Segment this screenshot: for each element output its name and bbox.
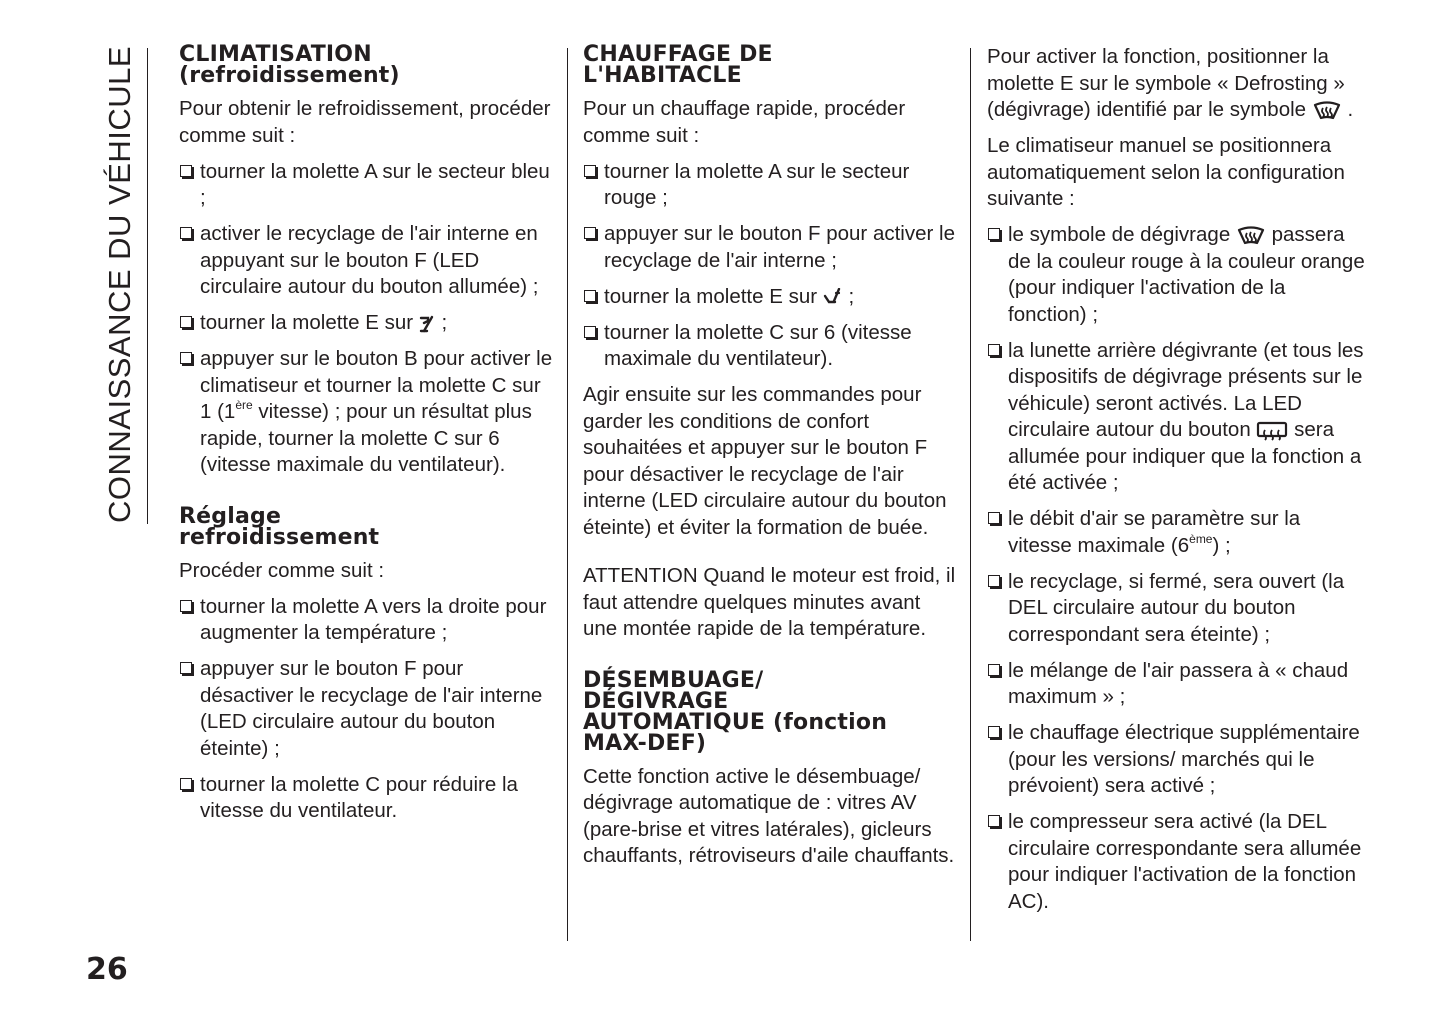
list-item: le compresseur sera activé (la DEL circulaire correspondante sera allumée pour indiquer l'activation de la fonction AC). (987, 809, 1365, 915)
bullet-list (987, 222, 1365, 915)
list-item (987, 338, 1365, 497)
list-item-text: ) ; (1212, 533, 1231, 557)
bullet-list (583, 159, 958, 373)
paragraph: Cette fonction active le désembuage/ dégivrage automatique de : vitres AV (pare-brise et vitres latérales), gicleurs chauffants, rétroviseurs d'aile chauffants. (583, 764, 955, 867)
list-item: tourner la molette C sur 6 (vitesse maximale du ventilateur). (583, 320, 958, 373)
list-item: appuyer sur le bouton F pour activer le recyclage de l'air interne ; (583, 221, 958, 274)
list-item-text: tourner la molette E sur (604, 284, 818, 308)
list-item-text: le symbole de dégivrage (1008, 223, 1231, 246)
list-item: tourner la molette C pour réduire la vitesse du ventilateur. (179, 772, 554, 825)
page-number: 26 (86, 952, 128, 987)
list-item: activer le recyclage de l'air interne en appuyant sur le bouton F (LED circulaire autour du bouton allumée) ; (179, 221, 554, 301)
list-item-text: la lunette arrière dégivrante (et tous les dispositifs de dégivrage présents sur le véhicule) seront activés. La LED circulaire autour du bouton (1008, 338, 1364, 441)
air-feet-icon (823, 288, 843, 306)
warning-paragraph: ATTENTION Quand le moteur est froid, il faut attendre quelques minutes avant une montée rapide de la température. (583, 564, 956, 640)
heading-line: AUTOMATIQUE (fonction (583, 709, 888, 735)
list-item-text: passera de la couleur rouge à la couleur orange (pour indiquer l'activation de la fonction) ; (1008, 223, 1365, 326)
list-item: tourner la molette A sur le secteur rouge ; (583, 159, 958, 212)
column-divider-2 (970, 48, 971, 941)
paragraph: Agir ensuite sur les commandes pour garder les conditions de confort souhaitées et appuyer sur le bouton F pour désactiver le recyclage de l'air interne (LED circulaire autour du bouton éteinte) et éviter la formation de buée. (583, 383, 947, 539)
heading-line: CHAUFFAGE DE (583, 42, 773, 67)
list-item-text: vitesse) ; pour un résultat plus rapide, tourner la molette C sur 6 (vitesse maximale du ventilateur). (200, 400, 532, 476)
column-divider-1 (567, 48, 568, 941)
heading-line: CLIMATISATION (179, 42, 372, 67)
list-item: le chauffage électrique supplémentaire (pour les versions/ marchés qui le prévoient) sera activé ; (987, 720, 1365, 800)
paragraph (987, 44, 1365, 124)
heading-chauffage (583, 44, 958, 86)
list-item: tourner la molette A vers la droite pour augmenter la température ; (179, 594, 554, 647)
list-item: tourner la molette A sur le secteur bleu ; (179, 159, 554, 212)
section-title-vertical: CONNAISSANCE DU VÉHICULE (102, 45, 137, 523)
heading-line: DÉSEMBUAGE/ (583, 667, 764, 693)
list-item (583, 284, 958, 311)
column-middle (583, 44, 958, 879)
list-item: appuyer sur le bouton F pour désactiver le recyclage de l'air interne (LED circulaire autour du bouton éteinte) ; (179, 656, 554, 762)
list-item (987, 222, 1365, 328)
paragraph-text: . (1341, 98, 1354, 121)
heading-climatisation (179, 44, 554, 86)
list-item-text: ; (435, 311, 448, 334)
heading-desembuage (583, 667, 958, 756)
list-item (987, 506, 1365, 559)
superscript: ère (235, 398, 253, 412)
windshield-defrost-icon (1236, 226, 1266, 246)
paragraph-text: Pour activer la fonction, positionner la molette E sur le symbole « Defrosting » (dégivrage) identifié par le symbole (987, 45, 1345, 121)
heading-reglage (179, 503, 554, 550)
bullet-list (179, 594, 554, 825)
heading-line: L'HABITACLE (583, 63, 742, 88)
list-item (179, 346, 554, 479)
heading-line: DÉGIVRAGE (583, 688, 729, 714)
list-item-text: sera allumée pour indiquer que la fonction a été activée ; (1008, 418, 1362, 494)
side-divider (147, 48, 148, 524)
heading-line: refroidissement (179, 524, 380, 550)
heading-line: MAX-DEF) (583, 730, 707, 756)
list-item: le recyclage, si fermé, sera ouvert (la DEL circulaire autour du bouton correspondant sera éteinte) ; (987, 569, 1365, 649)
paragraph: Procéder comme suit : (179, 558, 385, 582)
list-item-text: tourner la molette E sur (200, 311, 414, 334)
bullet-list (179, 159, 554, 479)
paragraph: Pour obtenir le refroidissement, procéder comme suit : (179, 97, 551, 147)
windshield-defrost-icon (1312, 101, 1342, 121)
heading-line: (refroidissement) (179, 63, 400, 88)
paragraph: Pour un chauffage rapide, procéder comme suit : (583, 97, 906, 147)
rear-window-defrost-icon (1256, 421, 1288, 441)
list-item-text: le débit d'air se paramètre sur la vitesse maximale (6 (1008, 507, 1301, 557)
list-item-text: appuyer sur le bouton B pour activer le climatiseur et tourner la molette C sur 1 (1 (200, 347, 553, 423)
list-item-text: ; (842, 284, 855, 308)
column-right (987, 44, 1365, 925)
paragraph: Le climatiseur manuel se positionnera automatiquement selon la configuration suivante : (987, 134, 1345, 210)
list-item: le mélange de l'air passera à « chaud maximum » ; (987, 658, 1365, 711)
superscript: ème (1189, 531, 1213, 546)
list-item (179, 310, 554, 337)
heading-line: Réglage (179, 503, 282, 529)
air-face-icon (419, 315, 436, 333)
column-left (179, 44, 554, 834)
